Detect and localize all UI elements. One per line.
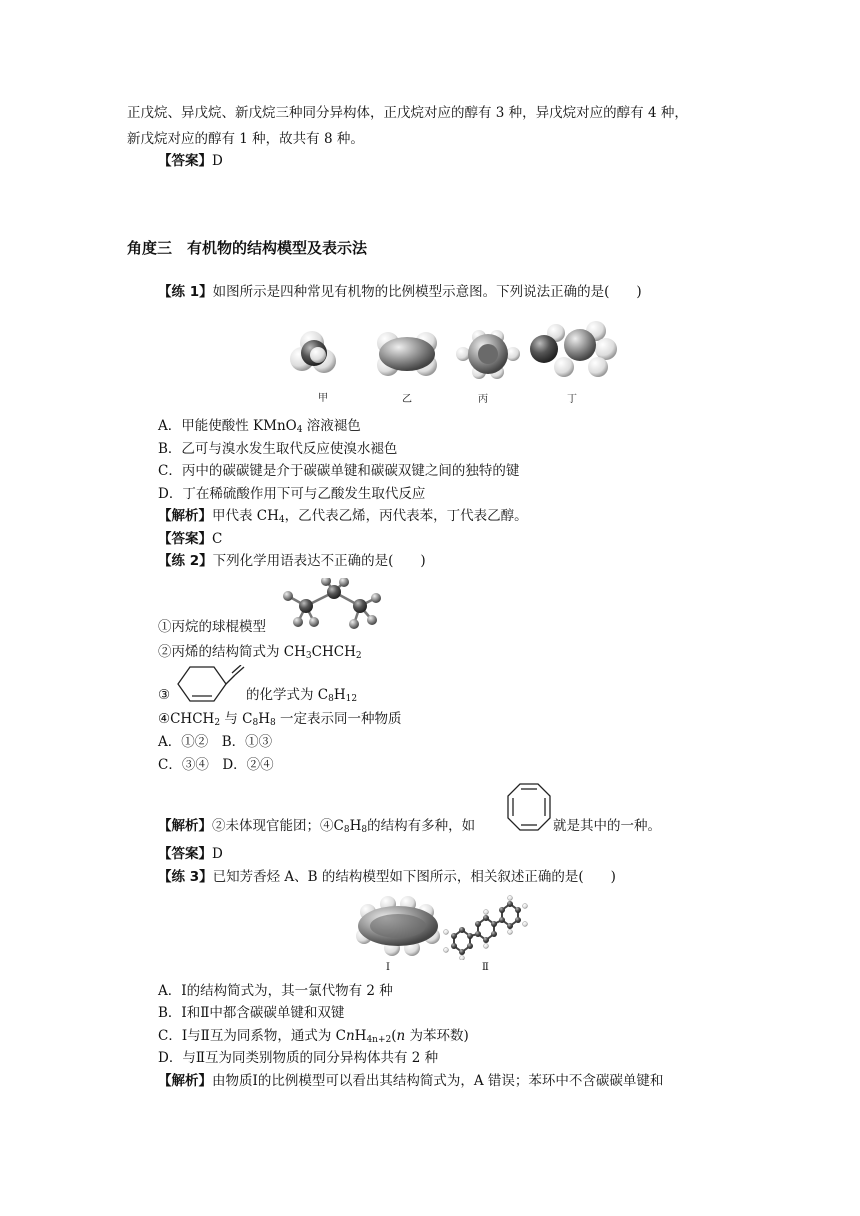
options-cd: C．③④ D．②④ [158, 757, 274, 773]
option-b: B．Ⅰ和Ⅱ中都含碳碳单键和双键 [158, 1005, 345, 1021]
figure-caption: 丁 [567, 394, 577, 405]
item-2: ②丙烯的结构简式为 $CH_3CHCH_2$ [158, 644, 362, 661]
ethanol-model [530, 321, 617, 377]
figure-caption: Ⅰ [386, 962, 390, 973]
item-4: $④CHCH_2$ 与 $C_8H_8$ 一定表示同一种物质 [158, 711, 402, 728]
explanation: 【解析】甲代表 $CH_4$，乙代表乙烯，丙代表苯，丁代表乙醇。 [158, 508, 528, 525]
cyclooctatetraene-structure [506, 782, 552, 834]
option-a: A．甲能使酸性 KMnO$_4$ 溶液褪色 [158, 418, 361, 435]
benzene-model [456, 330, 520, 379]
question-stem: 【练 2】下列化学用语表达不正确的是( ) [158, 553, 426, 569]
option-a: A．Ⅰ的结构简式为，其一氯代物有 2 种 [158, 983, 393, 999]
item-3: ③ [158, 687, 171, 703]
item-1: ①丙烷的球棍模型 [158, 619, 266, 635]
figure-caption: 乙 [402, 394, 412, 405]
figure-caption: 甲 [318, 393, 328, 404]
option-d: D．与Ⅱ互为同类别物质的同分异构体共有 2 种 [158, 1050, 439, 1066]
methane-model [290, 331, 336, 373]
options-ab: A．①② B．①③ [158, 734, 273, 750]
explanation: 【解析】②未体现官能团；$④C_8H_8$的结构有多种，如 [158, 818, 476, 835]
answer-line: 【答案】C [158, 531, 223, 547]
item-3-formula: 的化学式为 $C_8H_{12}$ [246, 687, 358, 704]
ethylene-model [377, 332, 437, 376]
model-i [356, 896, 440, 956]
option-c: C．Ⅰ与Ⅱ互为同系物，通式为 CnH$_{4n+2}$(n 为苯环数) [158, 1028, 469, 1045]
question-stem: 【练 3】已知芳香烃 A、B 的结构模型如下图所示，相关叙述正确的是( ) [158, 869, 616, 885]
answer-line: 【答案】D [158, 153, 223, 169]
propane-ball-stick-model [276, 578, 386, 634]
section-title: 角度三 有机物的结构模型及表示法 [127, 239, 368, 257]
figure-caption: 丙 [478, 394, 488, 405]
option-b: B．乙可与溴水发生取代反应使溴水褪色 [158, 441, 398, 457]
question-stem: 【练 1】如图所示是四种常见有机物的比例模型示意图。下列说法正确的是( ) [158, 284, 642, 300]
explanation: 【解析】由物质Ⅰ的比例模型可以看出其结构简式为，A 错误；苯环中不含碳碳单键和 [158, 1073, 664, 1089]
option-c: C．丙中的碳碳键是介于碳碳单键和碳碳双键之间的独特的键 [158, 463, 520, 479]
answer-line: 【答案】D [158, 846, 223, 862]
text-line: 正戊烷、异戊烷、新戊烷三种同分异构体，正戊烷对应的醇有 3 种，异戊烷对应的醇有 4 种， [127, 105, 688, 121]
text-line: 新戊烷对应的醇有 1 种，故共有 8 种。 [127, 131, 364, 147]
explanation-tail: 就是其中的一种。 [553, 818, 661, 834]
vinylcyclohexene-structure [172, 665, 248, 705]
option-d: D．丁在稀硫酸作用下可与乙酸发生取代反应 [158, 486, 426, 502]
figure-caption: Ⅱ [482, 962, 489, 973]
aromatic-models-figure [348, 890, 538, 960]
